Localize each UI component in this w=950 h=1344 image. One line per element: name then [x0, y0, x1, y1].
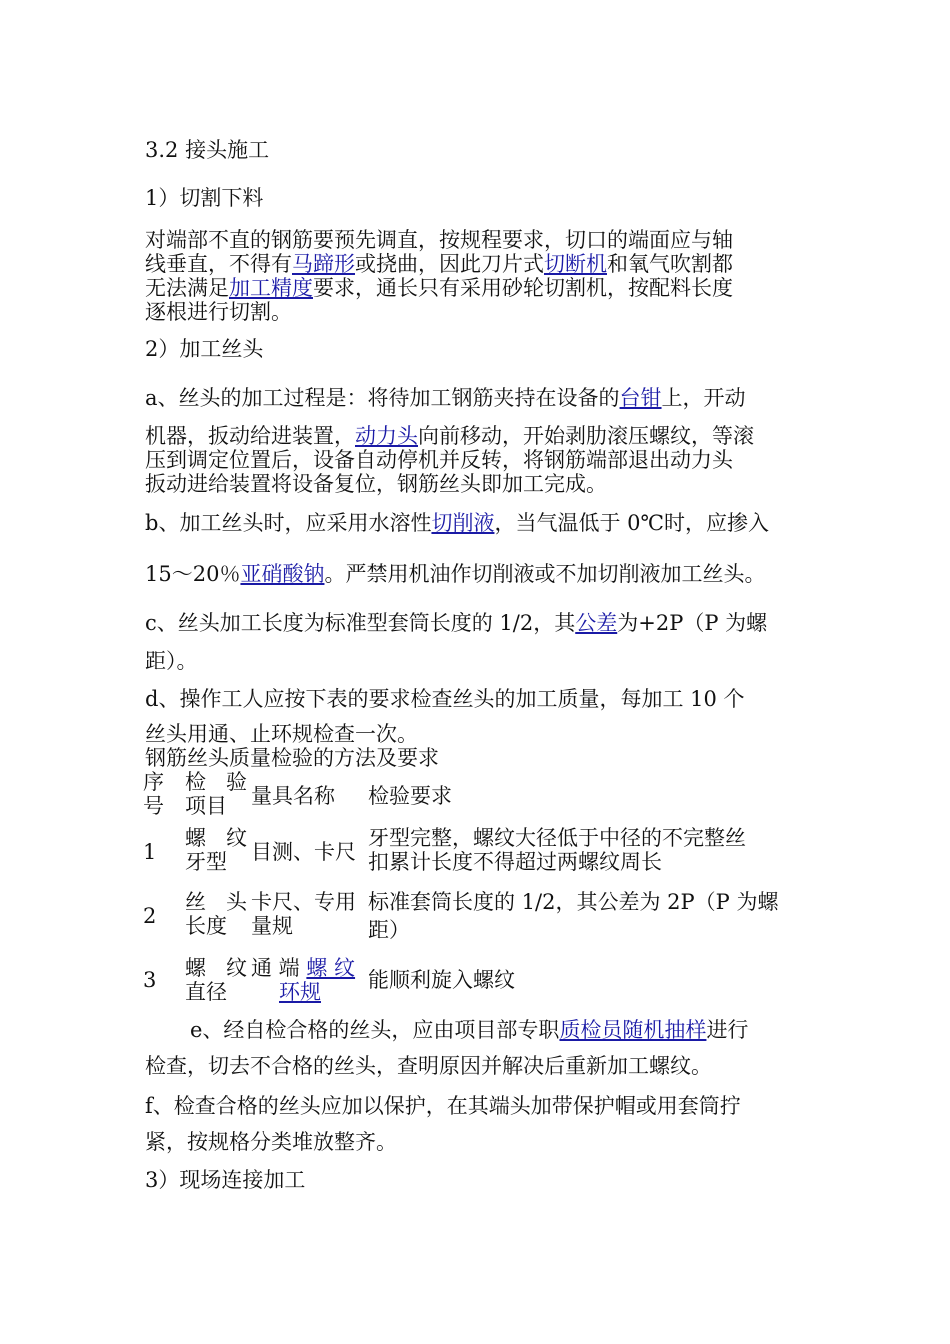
step2-para-f: f、检查合格的丝头应加以保护，在其端头加带保护帽或用套筒拧: [145, 1094, 741, 1118]
step3-heading: 3）现场连接加工: [145, 1168, 306, 1192]
link-cutting-fluid[interactable]: 切削液: [431, 511, 495, 535]
step2-para-a-cont: 机器，扳动给进装置，动力头向前移动，开始剥肋滚压螺纹，等滚 压到调定位置后，设备自动停机并反转，将钢筋端部退出动力头 扳动进给装置将设备复位，钢筋丝头即加工完成。: [145, 424, 754, 496]
table-row: 1 螺 纹 牙型 目测、卡尺 牙型完整，螺纹大径低于中径的不完整丝 扣累计长度不得超过两螺纹周长: [143, 826, 746, 874]
link-sodium-nitrite[interactable]: 亚硝酸钠: [240, 562, 325, 586]
step2-para-e-cont: 检查，切去不合格的丝头，查明原因并解决后重新加工螺纹。: [145, 1054, 712, 1078]
link-bench-vise[interactable]: 台钳: [619, 386, 662, 410]
link-horseshoe[interactable]: 马蹄形: [292, 252, 355, 276]
step2-para-c: c、丝头加工长度为标准型套筒长度的 1/2，其公差为+2P（P 为螺: [145, 611, 768, 635]
step1-paragraph: 对端部不直的钢筋要预先调直，按规程要求，切口的端面应与轴 线垂直，不得有马蹄形或挠曲，因此刀片式切断机和氧气吹割都 无法满足加工精度要求，通长只有采用砂轮切割机，按配料长度 逐根进行切割。: [145, 228, 733, 324]
link-ring-gauge[interactable]: 环规: [279, 980, 321, 1004]
step2-para-c-cont: 距）。: [145, 649, 198, 673]
link-qc-inspector[interactable]: 质检员随机抽样: [559, 1018, 707, 1042]
step2-para-b: b、加工丝头时，应采用水溶性切削液，当气温低于 0℃时，应掺入: [145, 511, 769, 535]
table-header: 序 号 检 验 项目 量具名称 检验要求: [143, 770, 452, 818]
link-power-head[interactable]: 动力头: [355, 424, 418, 448]
link-cutting-machine[interactable]: 切断机: [544, 252, 607, 276]
link-thread[interactable]: 螺 纹: [306, 956, 356, 980]
link-tolerance[interactable]: 公差: [575, 611, 618, 635]
step1-heading: 1）切割下料: [145, 186, 264, 210]
step2-para-b-cont: 15～20％亚硝酸钠。严禁用机油作切削液或不加切削液加工丝头。: [145, 562, 766, 586]
step2-heading: 2）加工丝头: [145, 337, 264, 361]
step2-para-d: d、操作工人应按下表的要求检查丝头的加工质量，每加工 10 个: [145, 687, 745, 711]
table-row: 2 丝 头 长度 卡尺、专用 量规 标准套筒长度的 1/2，其公差为 2P（P 为螺 距）: [143, 890, 779, 942]
section-title: 3.2 接头施工: [145, 138, 270, 162]
link-machining-precision[interactable]: 加工精度: [229, 276, 313, 300]
table-caption: 钢筋丝头质量检验的方法及要求: [145, 746, 439, 770]
step2-para-a: a、丝头的加工过程是：将待加工钢筋夹持在设备的台钳上，开动: [145, 386, 746, 410]
step2-para-d-cont: 丝头用通、止环规检查一次。 钢筋丝头质量检验的方法及要求: [145, 722, 825, 770]
step2-para-f-cont: 紧，按规格分类堆放整齐。: [145, 1130, 397, 1154]
table-row: 3 螺 纹 直径 通 端 螺 纹 环规 能顺利旋入螺纹: [143, 956, 515, 1004]
step2-para-e: e、经自检合格的丝头，应由项目部专职质检员随机抽样进行: [190, 1018, 749, 1042]
